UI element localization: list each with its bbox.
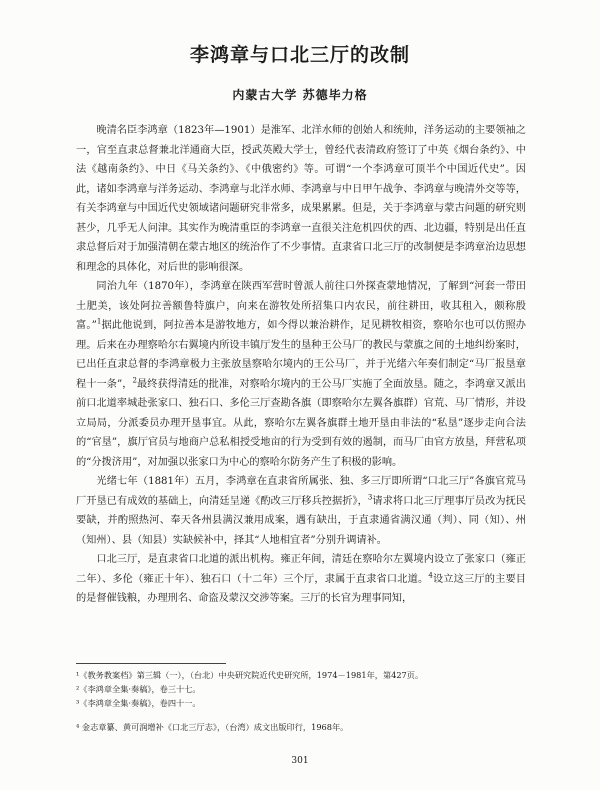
paragraph-2: 同治九年（1870年），李鸿章在陕西军营时曾派人前往口外探查蒙地情况，了解到“河套一带田土肥美，该处阿拉善额鲁特旗户，向来在游牧处所招集口内农民，前往耕田，收其租入，颇称殷富。”$^1$据此他说到，阿拉善本是游牧地方，如今得以兼治耕作，足见耕牧相资，察哈尔也可以仿照办理。后来在办理察哈尔右翼境内所设丰镇厅发生的垦种王公马厂的教民与蒙旗之间的土地纠纷案时，已出任直隶总督的李鸿章极力主张放垦察哈尔境内的王公马厂，并于光绪六年奏们制定“马厂报垦章程十一条”，$^2$最终获得清廷的批准，对察哈尔境内的王公马厂实施了全面放垦。随之，李鸿章又派出前口北道率城赴张家口、独石口、多伦三厅查勘各旗（即察哈尔左翼各旗群）官荒、马厂情形，并设立局局，分派委员办理开垦事宜。从此，察哈尔左翼各旗群土地开垦由非法的“私垦”逐步走向合法的“官垦”，旗厅官员与地商户总私相授受地亩的行为受到有效的遏制，而马厂由官方放垦，拜营私项的“分拨济用”，对加强以张家口为中心的察哈尔防务产生了积极的影响。 <box>76 281 526 468</box>
page-number: 301 <box>291 756 309 766</box>
footnotes <box>76 668 526 734</box>
footnote-ref-2[interactable]: 2 <box>132 376 137 385</box>
author-line: 内蒙古大学 苏德毕力格 <box>232 88 368 102</box>
paragraph-1: 晚清名臣李鸿章（1823年—1901）是淮军、北洋水师的创始人和统帅，洋务运动的主要领袖之一，官至直隶总督兼北洋通商大臣，授武英殿大学士，曾经代表清政府签订了中英《烟台条约》、中法《越南条约》、中日《马关条约》、《中俄密约》等。可谓“一个李鸿章可顶半个中国近代史”。因此，诸如李鸿章与洋务运动、李鸿章与北洋水师、李鸿章与中日甲午战争、李鸿章与晚清外交等等，有关李鸿章与中国近代史领域诸问题研究非常多，成果累累。但是，关于李鸿章与蒙古问题的研究则甚少，几乎无人问津。其实作为晚清重臣的李鸿章一直很关注危机四伏的西、北边疆，特别是出任直隶总督后对于加强清朝在蒙古地区的统治作了不少事情。直隶省口北三厅的改制便是李鸿章治边思想和理念的具体化，对后世的影响很深。 <box>76 125 526 273</box>
footnote-1: ¹《教务教案档》第三辑（一），（台北）中央研究院近代史研究所，1974－1981年，第427页。 <box>76 670 424 680</box>
footnote-2: ²《李鸿章全集·奏稿》，卷三十七。 <box>76 684 201 694</box>
footnote-divider <box>76 663 226 664</box>
footnote-ref-3[interactable]: 3 <box>367 493 373 502</box>
paragraph-3: 光绪七年（1881年）五月，李鸿章在直隶省所属张、独、多三厅即所谓“口北三厅”各旗官荒马厂开垦已有成效的基础上，向清廷呈递《酌改三厅移兵控据折》，$^3$请求将口北三厅理事厅员改为抚民要缺，并酌照热河、奉天各州县满汉兼用成案，遇有缺出，于直隶通省满汉通（判）、同（知）、州（知州）、县（知县）实缺候补中，择其“人地相宜者”分别升调请补。 <box>76 476 526 546</box>
footnote-ref-4[interactable]: 4 <box>428 571 433 580</box>
footnote-4: ⁴ 金志章纂、黄可润增补《口北三厅志》，（台湾）成文出版印行，1968年。 <box>76 722 349 732</box>
article-body <box>76 121 526 609</box>
footnote-ref-1[interactable]: 1 <box>96 317 102 326</box>
article-title: 李鸿章与口北三厅的改制 <box>189 44 410 66</box>
paragraph-4: 口北三厅，是直隶省口北道的派出机构。雍正年间，清廷在察哈尔左翼境内设立了张家口（雍正二年）、多伦（雍正十年）、独石口（十二年）三个厅，隶属于直隶省口北道。$^4$设立这三厅的主要目的是督催钱粮，办理刑名、命盗及蒙汉交涉等案。三厅的长官为理事同知， <box>76 554 526 604</box>
footnote-3: ³《李鸿章全集·奏稿》，卷四十一。 <box>76 698 201 708</box>
